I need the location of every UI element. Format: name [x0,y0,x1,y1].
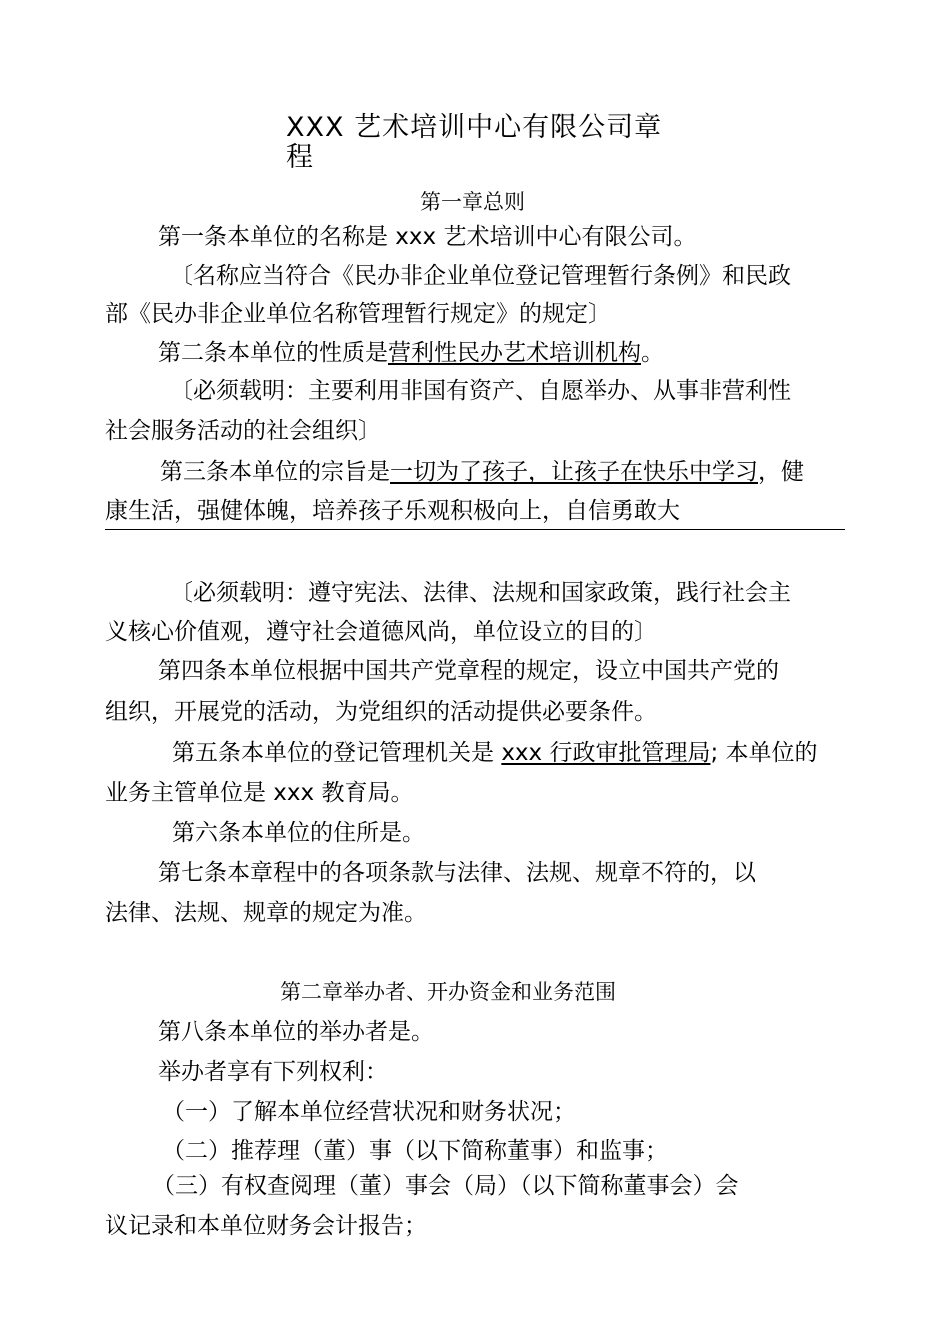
article-5-line2: 业务主管单位是 xxx 教育局。 [105,780,414,806]
chapter2-heading: 第二章举办者、开办资金和业务范围 [280,980,616,1004]
article-4-line2: 组织，开展党的活动，为党组织的活动提供必要条件。 [105,699,657,725]
article-2-text: 第二条本单位的性质是 [158,340,388,366]
right-3-line1: （三）有权查阅理（董）事会（局）（以下简称董事会）会 [152,1173,739,1199]
horizontal-rule [105,529,845,530]
article-6: 第六条本单位的住所是。 [172,820,425,846]
note-3-line2: 义核心价值观，遵守社会道德风尚，单位设立的目的〕 [105,619,657,645]
article-4-line1: 第四条本单位根据中国共产党章程的规定，设立中国共产党的 [158,658,779,684]
article-3-line2: 康生活，强健体魄，培养孩子乐观积极向上，自信勇敢大 [105,498,680,524]
article-3-end: ，健 [758,459,804,485]
note-1-line2: 部《民办非企业单位名称管理暂行规定》的规定〕 [105,301,611,327]
article-8: 第八条本单位的举办者是。 [158,1019,434,1045]
note-3-line1: 〔必须载明：遵守宪法、法律、法规和国家政策，践行社会主 [170,580,791,606]
note-1-line1: 〔名称应当符合《民办非企业单位登记管理暂行条例》和民政 [170,263,791,289]
right-1: （一）了解本单位经营状况和财务状况； [162,1099,576,1125]
chapter1-heading: 第一章总则 [420,190,525,214]
article-5-line1 [172,742,818,765]
article-7-line2: 法律、法规、规章的规定为准。 [105,900,427,926]
note-2-line1: 〔必须载明：主要利用非国有资产、自愿举办、从事非营利性 [170,378,791,404]
right-3-line2: 议记录和本单位财务会计报告； [105,1213,427,1239]
article-2-nature: 营利性民办艺术培训机构 [388,340,641,366]
article-2 [158,342,664,365]
article-1: 第一条本单位的名称是 xxx 艺术培训中心有限公司。 [158,224,697,250]
article-3-line1 [160,461,804,484]
article-7-line1: 第七条本章程中的各项条款与法律、法规、规章不符的，以 [158,860,756,886]
note-2-line2: 社会服务活动的社会组织〕 [105,418,381,444]
article-2-end: 。 [641,340,664,366]
rights-intro: 举办者享有下列权利： [158,1059,388,1085]
document-title-line2: 程 [286,142,314,173]
document-title-line1: XXX 艺术培训中心有限公司章 [286,112,663,143]
article-3-purpose: 一切为了孩子，让孩子在快乐中学习 [390,459,758,485]
article-3-text: 第三条本单位的宗旨是 [160,459,390,485]
article-5-text: 第五条本单位的登记管理机关是 [172,740,502,766]
article-5-end: ; 本单位的 [710,740,818,766]
article-5-authority: xxx 行政审批管理局 [501,740,711,766]
right-2: （二）推荐理（董）事（以下简称董事）和监事； [162,1138,668,1164]
